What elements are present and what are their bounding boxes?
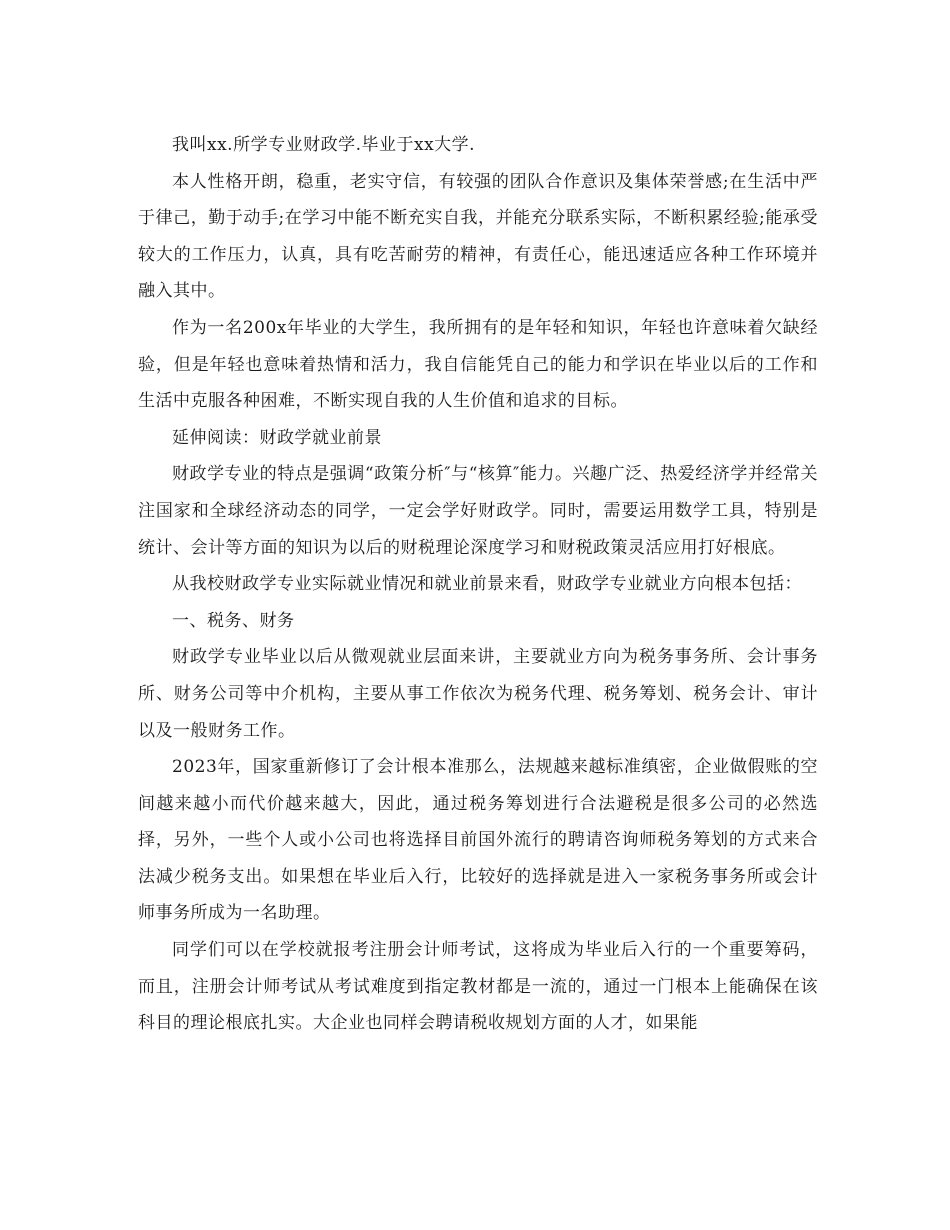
personality-paragraph: 本人性格开朗，稳重，老实守信，有较强的团队合作意识及集体荣誉感;在生活中严于律己，勤于动手;在学习中能不断充实自我，并能充分联系实际，不断积累经验;能承受较大的工作压力，认真，具有吃苦耐劳的精神，有责任心，能迅速适应各种工作环境并融入其中。 [138, 171, 818, 302]
graduate-paragraph: 作为一名200x年毕业的大学生，我所拥有的是年轻和知识，年轻也许意味着欠缺经验，但是年轻也意味着热情和活力，我自信能凭自己的能力和学识在毕业以后的工作和生活中克服各种困难，不断实现自我的人生价值和追求的目标。 [138, 317, 818, 412]
extended-reading-heading: 延伸阅读：财政学就业前景 [172, 427, 382, 448]
cpa-exam-paragraph: 同学们可以在学校就报考注册会计师考试，这将成为毕业后入行的一个重要筹码，而且，注册会计师考试从考试难度到指定教材都是一流的，通过一门根本上能确保在该科目的理论根底扎实。大企业也同样会聘请税收规划方面的人才，如果能 [138, 940, 818, 1034]
accounting-standards-paragraph: 2023年，国家重新修订了会计根本准那么，法规越来越标准缜密，企业做假账的空间越来越小而代价越来越大，因此，通过税务筹划进行合法避税是很多公司的必然选择，另外，一些个人或小公司也将选择目前国外流行的聘请咨询师税务筹划的方式来合法减少税务支出。如果想在毕业后入行，比较好的选择就是进入一家税务事务所或会计师事务所成为一名助理。 [138, 757, 818, 924]
major-features-paragraph: 财政学专业的特点是强调“政策分析″与“核算″能力。兴趣广泛、热爱经济学并经常关注国家和全球经济动态的同学，一定会学好财政学。同时，需要运用数学工具，特别是统计、会计等方面的知识为以后的财税理论深度学习和财税政策灵活应用打好根底。 [138, 464, 818, 558]
tax-finance-paragraph: 财政学专业毕业以后从微观就业层面来讲，主要就业方向为税务事务所、会计事务所、财务公司等中介机构，主要从事工作依次为税务代理、税务筹划、税务会计、审计以及一般财务工作。 [138, 647, 818, 741]
intro-paragraph: 我叫xx.所学专业财政学.毕业于xx大学. [172, 135, 476, 155]
document-body [138, 127, 818, 1042]
section-heading-tax-finance: 一、税务、财务 [172, 610, 295, 631]
employment-directions-paragraph: 从我校财政学专业实际就业情况和就业前景来看，财政学专业就业方向根本包括： [172, 574, 802, 595]
